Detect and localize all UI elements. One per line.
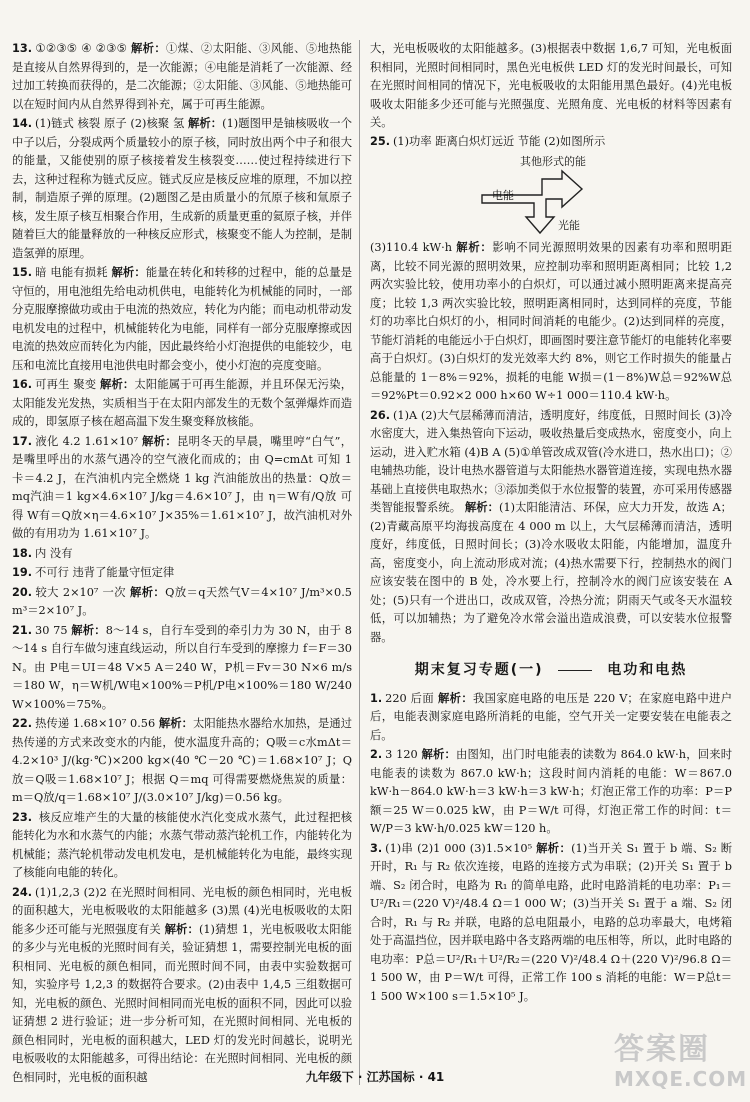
answer-kw: 解析：: [142, 434, 177, 448]
answer-26-keyword: 解析：: [464, 501, 500, 514]
answer-num: 21.: [12, 623, 33, 637]
answer-item: [12, 545, 352, 564]
section-title: [370, 661, 732, 680]
answer-kw: 解析：: [131, 42, 166, 55]
answer-body: 太阳能属于可再生能源，并且环保无污染，太阳能发光发热，实质相当于在太阳内部发生的无数个氢弹爆炸而造成的，即氢原子核在超高温下发生聚变释放核能。: [12, 378, 352, 428]
answer-kw: 解析：: [100, 378, 135, 391]
page-footer: 九年级下 · 江苏国标 · 41: [305, 1070, 445, 1084]
answer-head: 30 75: [35, 623, 68, 637]
section-answer-2-body: 由图知，出门时电能表的读数为 864.0 kW·h，回来时电能表的读数为 867.0 kW·h；这段时间内消耗的电能：W＝867.0 kW·h－864.0 kW·h＝3 kW·h＝3 kW·h；灯泡正常工作的功率：P＝P额＝25 W＝0.025 kW，由 P＝W/t 可得，灯泡正常工作的时间：t＝W/P＝3 kW·h/0.025 kW＝120 h。: [370, 748, 732, 835]
answer-head: 不可行 违背了能量守恒定律: [35, 566, 175, 579]
answer-head: (1)链式 核裂 原子 (2)核聚 氢: [35, 117, 185, 130]
watermark-text-en: MXQE.COM: [614, 1067, 748, 1091]
answer-head: 可再生 聚变: [35, 378, 97, 391]
answer-kw: 解析：: [129, 585, 166, 599]
answer-26: [370, 407, 732, 648]
answer-25-number: 25.: [370, 134, 391, 148]
answer-num: 19.: [12, 566, 33, 579]
diagram-label-other-energy: 其他形式的能: [520, 155, 586, 168]
section-title-divider: [558, 670, 592, 671]
answer-body: 太阳能热水器给水加热，是通过热传递的方式来改变水的内能，使水温度升高的；Q吸＝c水mΔt＝4.2×10³ J/(kg·℃)×200 kg×(40 ℃－20 ℃)＝1.68×10⁷ J；Q放＝Q吸＝1.68×10⁷ J；根据 Q＝mq 可得需要燃烧焦炭的质量：m＝Q放/q＝1.68×10⁷ J/(3.0×10⁷ J/kg)＝0.56 kg。: [12, 717, 352, 804]
answer-item: [12, 809, 352, 883]
answer-body: (1)题图甲是铀核吸收一个中子以后，分裂成两个质量较小的原子核，同时放出两个中子和很大的能量，又能使别的原子核接着发生核裂变……使过程持续进行下去，这种过程称为链式反应。链式反应是核反应堆的原理，不加以控制，制造原子弹的原理。(2)题图乙是由质量小的氘原子核和氚原子核，发生原子核互相聚合作用，生成新的质量更重的氦原子核，并伴随着巨大的能量释放的一种核反应形式，核聚变不能人为控制，是制造氢弹的原理。: [12, 117, 352, 260]
answer-num: 16.: [12, 378, 33, 391]
answer-kw: 解析：: [71, 623, 106, 637]
answer-item: [12, 376, 352, 432]
answer-kw: 解析：: [111, 266, 146, 279]
answer-26-number: 26.: [370, 408, 391, 422]
answer-25-part3: (3)110.4 kW·h: [370, 241, 452, 254]
answer-body: 能量在转化和转移的过程中，能的总量是守恒的，用电池组先给电动机供电，电能转化为机械能的同时，一部分克服摩擦做功或由于电流的热效应，转化为内能；而电动机带动发电机发电的过程中，机械能转化为电能，同样有一部分克服摩擦或因电流的热效应而转化为内能，因此最终给小灯泡提供的电能较少，电压和电流比直接用电池供电时都会变小，使小灯泡的亮度变暗。: [12, 266, 352, 372]
section-answer-2: [370, 746, 732, 839]
answer-head: (1)1,2,3 (2)2 在光照时间相同、光电板的颜色相同时，光电板的面积越大，光电板吸收的太阳能越多 (3)黑 (4)光电板吸收的太阳能多少还可能与光照强度有关: [12, 885, 352, 936]
answer-num: 22.: [12, 717, 33, 730]
answer-num: 13.: [12, 42, 33, 55]
answer-item: [12, 115, 352, 263]
answer-item: [12, 715, 352, 808]
section-title-main: 期末复习专题(一): [414, 662, 544, 678]
column-divider: [359, 40, 360, 1085]
answer-head: 暗 电能有损耗: [35, 266, 108, 279]
answer-item: [12, 564, 352, 583]
section-answer-2-keyword: 解析：: [421, 748, 456, 761]
answer-25: [370, 133, 732, 152]
answer-item: [12, 622, 352, 715]
answer-item: [12, 584, 352, 621]
watermark-logo: [614, 1032, 748, 1096]
answer-24-continued: 大，光电板吸收的太阳能越多。(3)根据表中数据 1,6,7 可知，光电板面积相同，光照时间相同时，黑色光电板供 LED 灯的发光时间最长，可知在光照时间相同的情况下，光电板吸收的太阳能用黑色最好。(4)光电板吸收太阳能多少还可能与光照强度、光照角度、光电板的材料等因素有关。: [370, 42, 732, 129]
answer-body: 核反应堆产生的大量的核能使水汽化变成水蒸气，此过程把核能转化为水和水蒸气的内能；水蒸气带动蒸汽轮机工作，内能转化为机械能；蒸汽轮机带动发电机发电，是机械能转化为电能，最终实现了核能向电能的转化。: [12, 810, 352, 879]
answer-body: Q放＝q天然气V＝4×10⁷ J/m³×0.5 m³＝2×10⁷ J。: [12, 585, 352, 617]
answer-25-head: (1)功率 距离白炽灯远近 节能 (2)如图所示: [393, 134, 606, 148]
answer-25-keyword: 解析：: [456, 241, 493, 254]
section-answer-1-head: 220 后面: [385, 691, 435, 705]
answer-num: 15.: [12, 266, 33, 279]
section-answer-3-head: (1)串 (2)1 000 (3)1.5×10⁵: [385, 841, 533, 855]
answer-kw: 解析：: [188, 117, 223, 130]
answer-kw: 解析：: [158, 717, 193, 730]
answer-item: [12, 264, 352, 375]
answer-num: 18.: [12, 546, 33, 560]
answer-body: (1)猜想 1，光电板吸收太阳能的多少与光电板的光照时间有关，验证猜想 1，需要控制光电板的面积相同、光电板的颜色相同，而光照时间不同，由表中实验数据可知，实验序号 1,2,3 的数据符合要求。(2)由表中 1,4,5 三组数据可知，光电板的颜色、光照时间相同而光电板的面积不同，因此可以验证猜想 2 进行验证；进一步分析可知，在光照时间相同、光电板的颜色相同时，光电板的面积越大，LED 灯的发光时间越长，说明光电板吸收的太阳能越多，可得出结论：在光照时间相同、光电板的颜色相同时，光电板的面积越: [12, 922, 352, 1084]
watermark-text-cn: 答案圈: [614, 1032, 710, 1067]
answer-item: [12, 433, 352, 544]
answer-item: [12, 884, 352, 1088]
section-answer-1-keyword: 解析：: [438, 691, 474, 705]
answer-num: 23.: [12, 810, 33, 824]
section-answer-2-number: 2.: [370, 748, 383, 761]
answer-num: 24.: [12, 885, 33, 899]
answer-head: 热传递 1.68×10⁷ 0.56: [35, 717, 156, 730]
section-answer-1-body: 我国家庭电路的电压是 220 V；在家庭电路中进户后，电能表测家庭电路所消耗的电能，空气开关一定要安装在电能表之后。: [370, 691, 733, 742]
right-column: [370, 40, 732, 1007]
section-title-subtitle: 电功和电热: [607, 662, 688, 678]
section-answer-3-keyword: 解析：: [536, 841, 572, 855]
section-answer-3: [370, 840, 732, 1007]
section-answer-1-number: 1.: [370, 691, 383, 705]
left-column: [12, 40, 352, 1088]
answer-num: 14.: [12, 117, 33, 130]
diagram-label-light-energy: 光能: [558, 219, 580, 232]
section-answer-3-number: 3.: [370, 841, 383, 855]
answer-kw: 解析：: [164, 922, 199, 936]
answer-head: 液化 4.2 1.61×10⁷: [35, 434, 139, 448]
answer-25-body: 影响不同光源照明效果的因素有功率和照明距离，比较不同光源的照明效果，应控制功率和照明距离相同；比较 1,2 两次实验比较，使用功率小的白炽灯，可以通过减小照明距离来提高亮度；比较 1,3 两次实验比较，照明距离相同时，达到同样的亮度，节能灯的功率比白炽灯的小，相同时间消耗的电能少。(2)达到同样的亮度，节能灯消耗的电能远小于白炽灯，即画图时要注意节能灯的电能转化率要高于白炽灯。(3)白炽灯的发光效率大约 8%，则它工作时损失的能量占总能量的 1－8%＝92%，损耗的电能 W损＝(1－8%)W总＝92%W总＝92%Pt＝0.92×2 000 h×60 W÷1 000＝110.4 kW·h。: [370, 241, 732, 402]
answer-head: 较大 2×10⁷ 一次: [35, 585, 126, 599]
answer-25-explanation: [370, 239, 732, 406]
answer-body: 8～14 s，自行车受到的牵引力为 30 N，由于 8～14 s 自行车做匀速直线运动，所以自行车受到的摩擦力 f＝F＝30 N。由 P电＝UI＝48 V×5 A＝240 W，P机＝Fv＝30 N×6 m/s＝180 W，η＝W机/W电×100%＝P机/P电×100%＝180 W/240 W×100%＝75%。: [12, 623, 352, 711]
answer-head: ①②③⑤ ④ ②③⑤: [35, 42, 128, 55]
answer-num: 20.: [12, 585, 33, 599]
answer-26-head: (1)A (2)大气层稀薄而清洁，透明度好，纬度低，日照时间长 (3)冷水密度大，进入集热管向下运动，吸收热量后变成热水，密度变小，向上运动，进入贮水箱 (4)B A (5)①单管改成双管(冷水进口，热水出口)；②电辅热功能，设计电热水器管道与太阳能热水器管道连接，实现电热水器基础上直接供电取热水；③添加类似于水位报警的装置，亦可采用传感器类智能报警系统。: [370, 408, 732, 514]
section-answer-3-body: (1)当开关 S₁ 置于 b 端、S₂ 断开时，R₁ 与 R₂ 依次连接，电路的连接方式为串联；(2)开关 S₁ 置于 b 端、S₂ 闭合时，电路为 R₁ 的简单电路，此时电路消耗的电功率：P₁＝U²/R₁＝(220 V)²/48.4 Ω＝1 000 W；(3)当开关 S₁ 置于 a 端、S₂ 闭合时，R₁ 与 R₂ 并联，电路的总电阻最小，电路的总功率最大，电烤箱处于高温挡位，因并联电路中各支路两端的电压相等，所以，此时电路的电功率：P总＝U²/R₁＋U²/R₂＝(220 V)²/48.4 Ω＋(220 V)²/96.8 Ω＝1 500 W，由 P＝W/t 可得，正常工作 100 s 消耗的电能：W＝P总t＝1 500 W×100 s＝1.5×10⁵ J。: [370, 841, 732, 1003]
answer-item: [12, 40, 352, 114]
answer-body: 昆明冬天的早晨，嘴里哼“白气”，是嘴里呼出的水蒸气遇冷的空气液化而成的；由 Q=cmΔt 可知 1 卡＝4.2 J，在汽油机内完全燃烧 1 kg 汽油能放出的热量：Q放＝mq汽油＝1 kg×4.6×10⁷ J/kg＝4.6×10⁷ J，由 η＝W有/Q放 可得 W有＝Q放×η＝4.6×10⁷ J×35%＝1.61×10⁷ J，故汽油机对外做的有用功为 1.61×10⁷ J。: [12, 434, 353, 540]
answer-body: ①煤、②太阳能、③风能、⑤地热能是直接从自然界得到的，是一次能源；④电能是消耗了一次能源、经过加工转换而获得的，是二次能源；②太阳能、③风能、⑤地热能可以在短时间内从自然界得到补充，属于可再生能源。: [12, 42, 352, 111]
section-answer-2-head: 3 120: [385, 748, 418, 761]
energy-conversion-diagram: [370, 153, 732, 235]
answer-26-body: (1)太阳能清洁、环保，应大力开发，故选 A；(2)青藏高原平均海拔高度在 4 000 m 以上，大气层稀薄而清洁，透明度好，纬度低，日照时间长；(3)冷水吸收太阳能，内能增加，温度升高，密度变小，向上流动形成对流；(4)热水需要下行，控制热水的阀门应该安装在图中的 B 处，冷水要上行，控制冷水的阀门应该安装在 A 处；(5)只有一个进出口，改成双管，冷热分流；阴雨天气或冬天水温较低，可以加辅热；为了避免冷水常会溢出造成浪费，可以安装水位报警器。: [370, 501, 732, 644]
section-answer-1: [370, 690, 732, 746]
diagram-label-electric-energy: 电能: [492, 189, 514, 202]
answer-head: 内 没有: [35, 546, 73, 560]
answer-num: 17.: [12, 434, 33, 448]
